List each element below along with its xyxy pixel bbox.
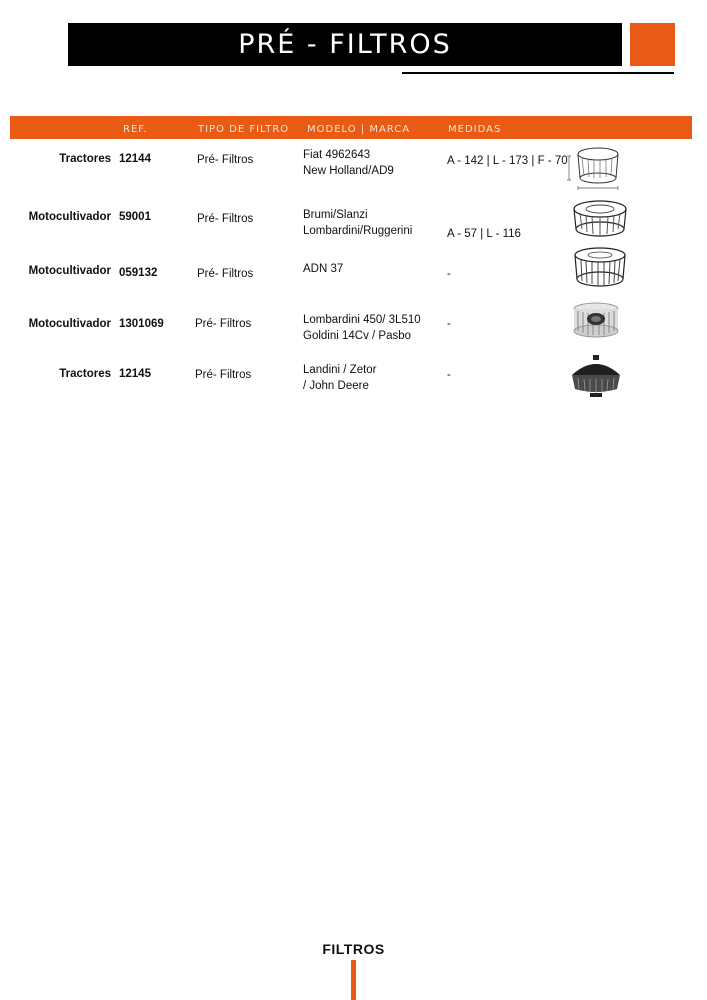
prefilter-cap-photo-icon xyxy=(566,351,626,403)
row-ref: 59001 xyxy=(119,211,151,223)
row-modelo-line2: Lombardini/Ruggerini xyxy=(303,225,413,237)
row-medidas: - xyxy=(447,318,451,330)
prefilter-drawing-icon xyxy=(570,197,630,249)
row-tipo: Pré- Filtros xyxy=(195,318,252,330)
row-ref: 059132 xyxy=(119,267,158,279)
prefilter-photo-icon xyxy=(566,297,626,349)
table-row xyxy=(0,363,707,411)
row-category: Motocultivador xyxy=(28,211,111,223)
table-header xyxy=(10,116,692,139)
title-underline xyxy=(402,72,674,74)
row-medidas: - xyxy=(447,369,451,381)
row-modelo-line1: ADN 37 xyxy=(303,263,344,275)
row-medidas: A - 57 | L - 116 xyxy=(447,228,521,240)
table-row xyxy=(0,150,707,198)
row-modelo-line1: Landini / Zetor xyxy=(303,364,377,376)
row-modelo-line1: Lombardini 450/ 3L510 xyxy=(303,314,421,326)
row-tipo: Pré- Filtros xyxy=(195,369,252,381)
row-modelo-line2: Goldini 14Cv / Pasbo xyxy=(303,330,412,342)
row-modelo-line2: / John Deere xyxy=(303,380,369,392)
title-accent-square xyxy=(630,23,675,66)
row-category: Motocultivador xyxy=(28,265,111,277)
header-modelo: MODELO | MARCA xyxy=(307,124,411,135)
row-ref: 1301069 xyxy=(119,318,164,330)
row-modelo-line1: Brumi/Slanzi xyxy=(303,209,368,221)
row-medidas: - xyxy=(447,268,451,280)
row-tipo: Pré- Filtros xyxy=(197,268,254,280)
title-bar xyxy=(68,23,622,66)
row-category: Motocultivador xyxy=(28,318,111,330)
footer-label: FILTROS xyxy=(322,941,385,957)
row-category: Tractores xyxy=(59,153,111,165)
row-modelo-line1: Fiat 4962643 xyxy=(303,149,371,161)
header-ref: REF. xyxy=(123,124,148,135)
row-tipo: Pré- Filtros xyxy=(197,213,254,225)
footer-accent-bar xyxy=(351,960,356,1000)
row-ref: 12145 xyxy=(119,368,151,380)
row-ref: 12144 xyxy=(119,153,151,165)
page-title: PRÉ - FILTROS xyxy=(238,29,452,60)
row-category: Tractores xyxy=(59,368,111,380)
row-modelo-line2: New Holland/AD9 xyxy=(303,165,394,177)
prefilter-drawing-icon xyxy=(566,144,626,196)
row-medidas: A - 142 | L - 173 | F - 70 xyxy=(447,155,568,167)
prefilter-drawing-icon xyxy=(570,243,630,295)
header-medidas: MEDIDAS xyxy=(448,124,502,135)
header-tipo: TIPO DE FILTRO xyxy=(198,124,290,135)
row-tipo: Pré- Filtros xyxy=(197,154,254,166)
